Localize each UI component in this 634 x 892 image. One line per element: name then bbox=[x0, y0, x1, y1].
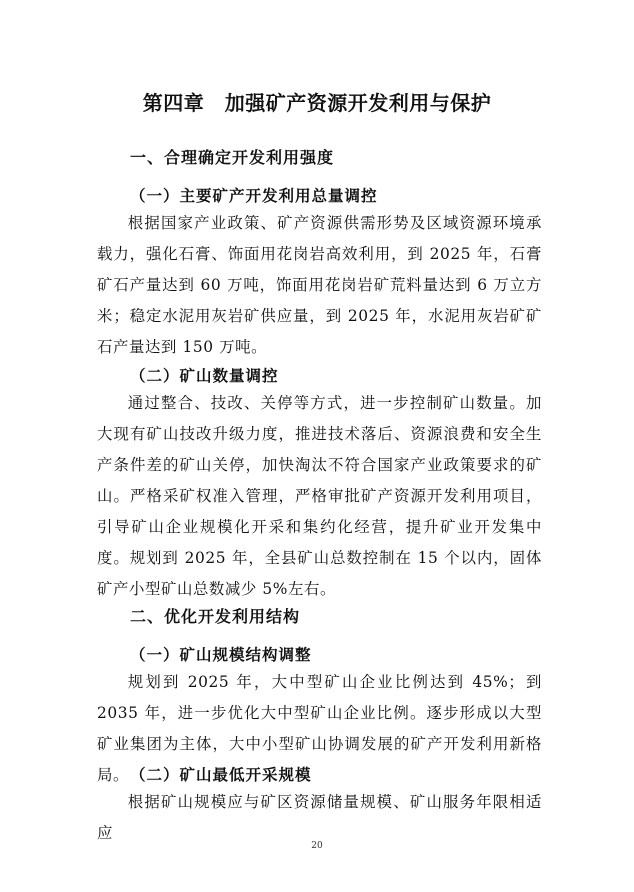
subsection-heading-2-1: （一）矿山规模结构调整 bbox=[130, 646, 312, 664]
section-heading-1: 一、合理确定开发利用强度 bbox=[130, 148, 335, 167]
page-number: 20 bbox=[311, 841, 323, 851]
paragraph-2-2: 根据矿山规模应与矿区资源储量规模、矿山服务年限相适应 bbox=[97, 793, 542, 842]
paragraph-1-1: 根据国家产业政策、矿产资源供需形势及区域资源环境承载力，强化石膏、饰面用花岗岩高效利用，到 2025 年，石膏矿石产量达到 60 万吨，饰面用花岗岩矿荒料量达到 6 万立方米；稳定水泥用灰岩矿供应量，到 2025 年，水泥用灰岩矿矿石产量达到 150 万吨。 bbox=[97, 214, 542, 356]
subsection-heading-1-1: （一）主要矿产开发利用总量调控 bbox=[130, 187, 378, 205]
paragraph-2-1: 规划到 2025 年，大中型矿山企业比例达到 45%；到 2035 年，进一步优化大中型矿山企业比例。逐步形成以大型矿业集团为主体，大中小型矿山协调发展的矿产开发利用新格局。 bbox=[97, 673, 542, 784]
chapter-title: 第四章 加强矿产资源开发利用与保护 bbox=[142, 91, 492, 115]
subsection-heading-2-2: （二）矿山最低开采规模 bbox=[130, 766, 312, 784]
paragraph-1-2: 通过整合、技改、关停等方式，进一步控制矿山数量。加大现有矿山技改升级力度，推进技术落后、资源浪费和安全生产条件差的矿山关停，加快淘汰不符合国家产业政策要求的矿山。严格采矿权准入管理，严格审批矿产资源开发利用项目，引导矿山企业规模化开采和集约化经营，提升矿业开发集中度。规划到 2025 年，全县矿山总数控制在 15 个以内，固体矿产小型矿山总数减少 5%左右。 bbox=[97, 394, 542, 598]
section-heading-2: 二、优化开发利用结构 bbox=[130, 607, 301, 626]
subsection-heading-1-2: （二）矿山数量调控 bbox=[130, 367, 279, 385]
